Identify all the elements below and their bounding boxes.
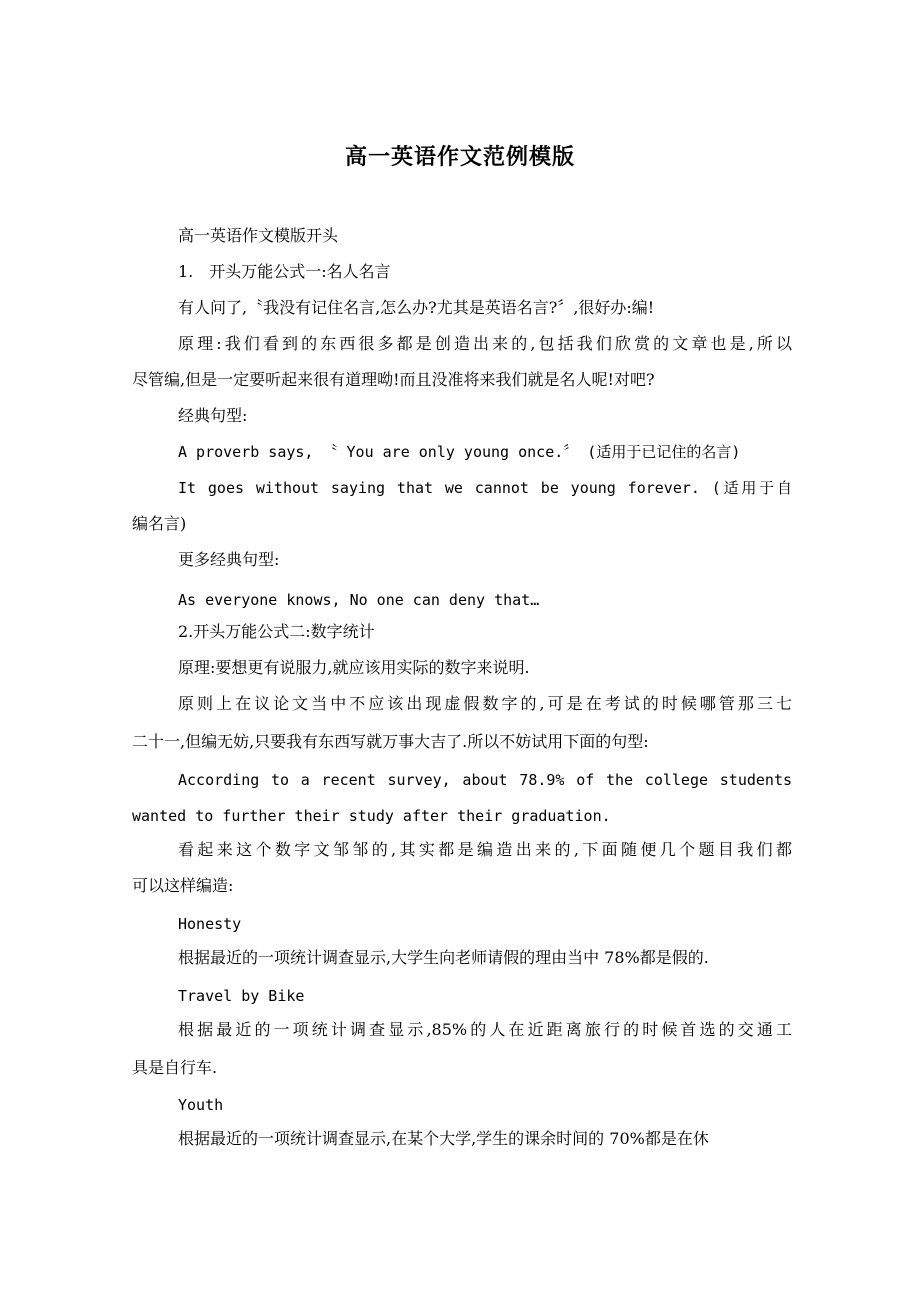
example-sentence: It goes without saying that we cannot be young forever. (适用于自: [178, 479, 792, 497]
document-title: 高一英语作文范例模版: [344, 144, 575, 170]
example-sentence: 编名言): [132, 514, 187, 533]
topic-heading: Travel by Bike: [178, 987, 305, 1005]
paragraph-line: 根据最近的一项统计调查显示,大学生向老师请假的理由当中 78%都是假的.: [178, 948, 709, 967]
paragraph-line: 二十一,但编无妨,只要我有东西写就万事大吉了.所以不妨试用下面的句型:: [132, 732, 649, 751]
topic-heading: Honesty: [178, 915, 242, 933]
paragraph-line: 尽管编,但是一定要听起来很有道理呦!而且没准将来我们就是名人呢!对吧?: [132, 370, 655, 389]
example-sentence: According to a recent survey, about 78.9% of the college students: [178, 771, 792, 789]
example-sentence: wanted to further their study after their graduation.: [132, 807, 611, 825]
paragraph-line: 根据最近的一项统计调查显示,85%的人在近距离旅行的时候首选的交通工: [178, 1020, 792, 1039]
formula-heading-1: 1. 开头万能公式一:名人名言: [178, 262, 391, 281]
paragraph-line: 根据最近的一项统计调查显示,在某个大学,学生的课余时间的 70%都是在休: [178, 1129, 709, 1148]
topic-heading: Youth: [178, 1096, 224, 1114]
paragraph-line: 原理:我们看到的东西很多都是创造出来的,包括我们欣赏的文章也是,所以: [178, 334, 792, 353]
example-sentence: A proverb says, 〝 You are only young once.〞 (适用于已记住的名言): [178, 443, 741, 461]
paragraph-line: 原理:要想更有说服力,就应该用实际的数字来说明.: [178, 658, 530, 677]
paragraph-line: 更多经典句型:: [178, 550, 280, 569]
paragraph-line: 具是自行车.: [132, 1058, 218, 1077]
paragraph-line: 经典句型:: [178, 406, 248, 425]
paragraph-line: 可以这样编造:: [132, 876, 234, 895]
section-heading: 高一英语作文模版开头: [178, 226, 339, 245]
formula-heading-2: 2.开头万能公式二:数字统计: [178, 622, 375, 641]
paragraph-line: 看起来这个数字文邹邹的,其实都是编造出来的,下面随便几个题目我们都: [178, 840, 792, 859]
example-sentence: As everyone knows, No one can deny that…: [178, 591, 540, 609]
paragraph-line: 有人问了,〝我没有记住名言,怎么办?尤其是英语名言?〞,很好办:编!: [178, 298, 655, 317]
paragraph-line: 原则上在议论文当中不应该出现虚假数字的,可是在考试的时候哪管那三七: [178, 694, 792, 713]
